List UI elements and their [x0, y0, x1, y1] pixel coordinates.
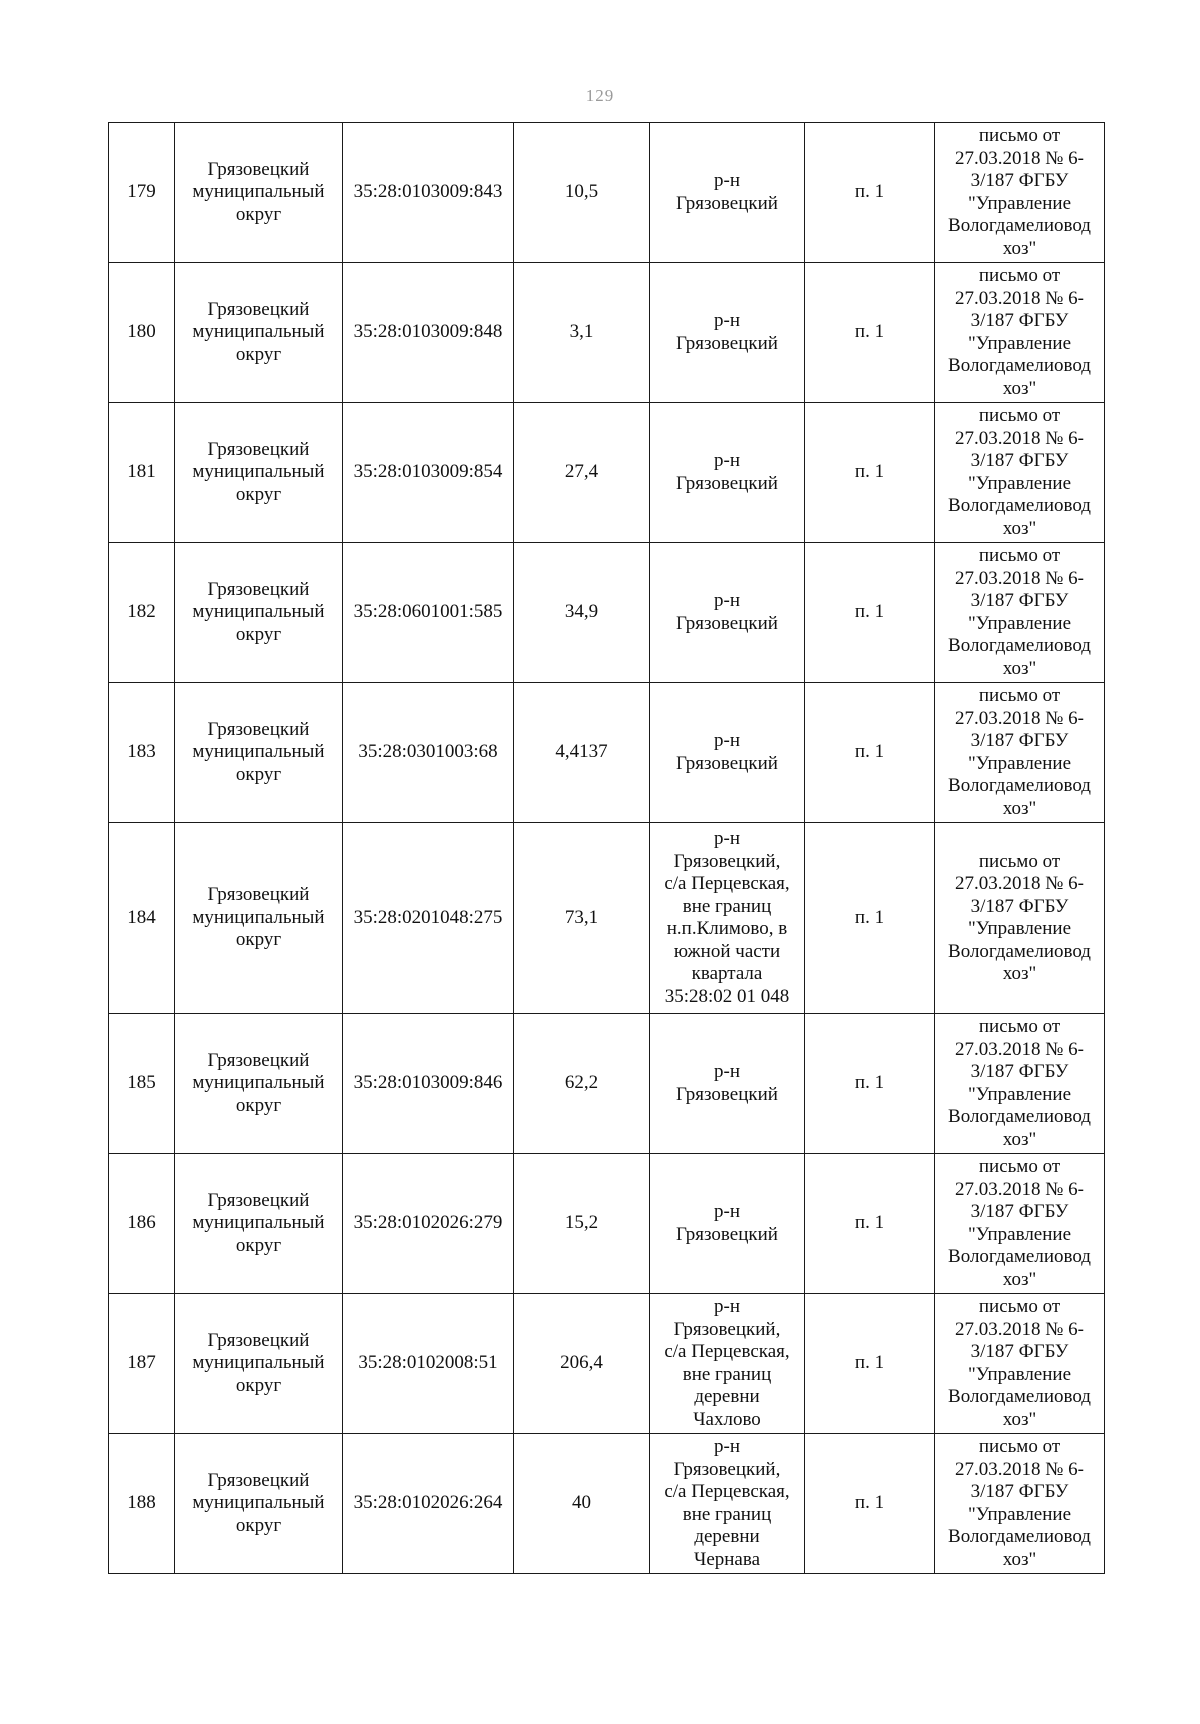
- clause-text: п. 1: [854, 741, 885, 763]
- basis-text: письмо от 27.03.2018 № 6- 3/187 ФГБУ "Управление Вологдамелиовод хоз": [948, 1296, 1091, 1430]
- area-cell: [514, 823, 650, 1014]
- area-value: 4,4137: [555, 741, 608, 763]
- clause-text: п. 1: [854, 1212, 885, 1234]
- area-cell: [514, 1294, 650, 1434]
- row-number: 179: [127, 181, 156, 203]
- clause-text: п. 1: [854, 1072, 885, 1094]
- district-cell: [175, 1434, 343, 1574]
- basis-text: письмо от 27.03.2018 № 6- 3/187 ФГБУ "Управление Вологдамелиовод хоз": [948, 125, 1091, 259]
- district-cell: [175, 683, 343, 823]
- basis-cell: [935, 123, 1105, 263]
- table-row: [109, 263, 1105, 403]
- row-number-cell: [109, 1434, 175, 1574]
- table-row: [109, 823, 1105, 1014]
- table-row: [109, 1434, 1105, 1574]
- district-name: Грязовецкий муниципальный округ: [192, 1329, 325, 1396]
- address-cell: [650, 263, 805, 403]
- clause-cell: [805, 1014, 935, 1154]
- clause-text: п. 1: [854, 1352, 885, 1374]
- clause-text: п. 1: [854, 321, 885, 343]
- area-value: 73,1: [564, 906, 599, 928]
- clause-cell: [805, 403, 935, 543]
- cadastral-cell: [343, 1154, 514, 1294]
- row-number: 188: [127, 1492, 156, 1514]
- basis-text: письмо от 27.03.2018 № 6- 3/187 ФГБУ "Управление Вологдамелиовод хоз": [948, 1016, 1091, 1150]
- table-row: [109, 403, 1105, 543]
- area-value: 27,4: [564, 461, 599, 483]
- cadastral-number: 35:28:0103009:848: [353, 321, 503, 343]
- address-text: р-н Грязовецкий: [676, 730, 778, 774]
- area-value: 206,4: [560, 1352, 603, 1374]
- address-cell: [650, 123, 805, 263]
- address-cell: [650, 403, 805, 543]
- district-name: Грязовецкий муниципальный округ: [192, 1469, 325, 1536]
- table-row: [109, 543, 1105, 683]
- basis-cell: [935, 1154, 1105, 1294]
- row-number: 185: [127, 1072, 156, 1094]
- basis-cell: [935, 1294, 1105, 1434]
- table-row: [109, 123, 1105, 263]
- address-text: р-н Грязовецкий, с/а Перцевская, вне границ н.п.Климово, в южной части квартала 35:28:02 01 048: [664, 828, 790, 1007]
- address-text: р-н Грязовецкий: [676, 450, 778, 494]
- row-number-cell: [109, 263, 175, 403]
- cadastral-number: 35:28:0601001:585: [353, 601, 503, 623]
- address-cell: [650, 683, 805, 823]
- cadastral-cell: [343, 1014, 514, 1154]
- clause-text: п. 1: [854, 1492, 885, 1514]
- cadastral-number: 35:28:0102026:264: [353, 1492, 503, 1514]
- clause-cell: [805, 823, 935, 1014]
- land-plots-table: [108, 122, 1105, 1574]
- address-text: р-н Грязовецкий, с/а Перцевская, вне границ деревни Чернава: [664, 1436, 790, 1570]
- cadastral-cell: [343, 123, 514, 263]
- clause-cell: [805, 543, 935, 683]
- row-number-cell: [109, 403, 175, 543]
- basis-text: письмо от 27.03.2018 № 6- 3/187 ФГБУ "Управление Вологдамелиовод хоз": [948, 685, 1091, 819]
- cadastral-number: 35:28:0103009:854: [353, 461, 503, 483]
- basis-cell: [935, 543, 1105, 683]
- basis-text: письмо от 27.03.2018 № 6- 3/187 ФГБУ "Управление Вологдамелиовод хоз": [948, 850, 1091, 984]
- cadastral-cell: [343, 263, 514, 403]
- row-number-cell: [109, 1014, 175, 1154]
- district-cell: [175, 1014, 343, 1154]
- cadastral-number: 35:28:0301003:68: [358, 741, 498, 763]
- area-cell: [514, 1154, 650, 1294]
- row-number-cell: [109, 1154, 175, 1294]
- basis-text: письмо от 27.03.2018 № 6- 3/187 ФГБУ "Управление Вологдамелиовод хоз": [948, 1156, 1091, 1290]
- cadastral-cell: [343, 1434, 514, 1574]
- address-text: р-н Грязовецкий: [676, 1061, 778, 1105]
- area-value: 3,1: [569, 321, 594, 343]
- cadastral-number: 35:28:0103009:846: [353, 1072, 503, 1094]
- basis-cell: [935, 1434, 1105, 1574]
- area-cell: [514, 1014, 650, 1154]
- row-number: 181: [127, 461, 156, 483]
- district-cell: [175, 263, 343, 403]
- table-row: [109, 1154, 1105, 1294]
- row-number: 182: [127, 601, 156, 623]
- address-cell: [650, 1434, 805, 1574]
- district-name: Грязовецкий муниципальный округ: [192, 1189, 325, 1256]
- district-name: Грязовецкий муниципальный округ: [192, 884, 325, 951]
- row-number-cell: [109, 1294, 175, 1434]
- district-name: Грязовецкий муниципальный округ: [192, 578, 325, 645]
- district-name: Грязовецкий муниципальный округ: [192, 158, 325, 225]
- table-row: [109, 683, 1105, 823]
- district-cell: [175, 1154, 343, 1294]
- clause-text: п. 1: [854, 461, 885, 483]
- address-text: р-н Грязовецкий: [676, 590, 778, 634]
- address-cell: [650, 823, 805, 1014]
- address-text: р-н Грязовецкий: [676, 1201, 778, 1245]
- address-text: р-н Грязовецкий, с/а Перцевская, вне границ деревни Чахлово: [664, 1296, 790, 1430]
- address-cell: [650, 543, 805, 683]
- basis-cell: [935, 403, 1105, 543]
- basis-text: письмо от 27.03.2018 № 6- 3/187 ФГБУ "Управление Вологдамелиовод хоз": [948, 265, 1091, 399]
- address-cell: [650, 1154, 805, 1294]
- district-cell: [175, 543, 343, 683]
- basis-text: письмо от 27.03.2018 № 6- 3/187 ФГБУ "Управление Вологдамелиовод хоз": [948, 545, 1091, 679]
- area-cell: [514, 543, 650, 683]
- address-cell: [650, 1294, 805, 1434]
- district-cell: [175, 403, 343, 543]
- cadastral-cell: [343, 1294, 514, 1434]
- clause-cell: [805, 1154, 935, 1294]
- area-cell: [514, 683, 650, 823]
- cadastral-number: 35:28:0102008:51: [358, 1352, 498, 1374]
- district-name: Грязовецкий муниципальный округ: [192, 718, 325, 785]
- district-cell: [175, 1294, 343, 1434]
- district-name: Грязовецкий муниципальный округ: [192, 1049, 325, 1116]
- area-value: 62,2: [564, 1072, 599, 1094]
- district-cell: [175, 123, 343, 263]
- basis-cell: [935, 1014, 1105, 1154]
- row-number-cell: [109, 543, 175, 683]
- district-cell: [175, 823, 343, 1014]
- cadastral-cell: [343, 823, 514, 1014]
- clause-text: п. 1: [854, 906, 885, 928]
- table-row: [109, 1014, 1105, 1154]
- basis-cell: [935, 263, 1105, 403]
- cadastral-number: 35:28:0201048:275: [353, 906, 503, 928]
- row-number: 187: [127, 1352, 156, 1374]
- row-number-cell: [109, 123, 175, 263]
- basis-text: письмо от 27.03.2018 № 6- 3/187 ФГБУ "Управление Вологдамелиовод хоз": [948, 405, 1091, 539]
- row-number: 180: [127, 321, 156, 343]
- clause-cell: [805, 1294, 935, 1434]
- basis-text: письмо от 27.03.2018 № 6- 3/187 ФГБУ "Управление Вологдамелиовод хоз": [948, 1436, 1091, 1570]
- cadastral-number: 35:28:0103009:843: [353, 181, 503, 203]
- clause-text: п. 1: [854, 601, 885, 623]
- clause-cell: [805, 123, 935, 263]
- clause-cell: [805, 683, 935, 823]
- address-cell: [650, 1014, 805, 1154]
- row-number: 186: [127, 1212, 156, 1234]
- cadastral-cell: [343, 543, 514, 683]
- row-number-cell: [109, 683, 175, 823]
- row-number: 183: [127, 741, 156, 763]
- clause-cell: [805, 263, 935, 403]
- district-name: Грязовецкий муниципальный округ: [192, 298, 325, 365]
- page-number: 129: [585, 86, 615, 105]
- area-value: 15,2: [564, 1212, 599, 1234]
- clause-text: п. 1: [854, 181, 885, 203]
- row-number: 184: [127, 906, 156, 928]
- row-number-cell: [109, 823, 175, 1014]
- area-cell: [514, 123, 650, 263]
- area-cell: [514, 403, 650, 543]
- area-value: 40: [572, 1492, 591, 1514]
- district-name: Грязовецкий муниципальный округ: [192, 438, 325, 505]
- area-value: 34,9: [564, 601, 599, 623]
- area-value: 10,5: [564, 181, 599, 203]
- clause-cell: [805, 1434, 935, 1574]
- address-text: р-н Грязовецкий: [676, 170, 778, 214]
- cadastral-cell: [343, 683, 514, 823]
- table-row: [109, 1294, 1105, 1434]
- basis-cell: [935, 683, 1105, 823]
- area-cell: [514, 1434, 650, 1574]
- address-text: р-н Грязовецкий: [676, 310, 778, 354]
- cadastral-cell: [343, 403, 514, 543]
- basis-cell: [935, 823, 1105, 1014]
- cadastral-number: 35:28:0102026:279: [353, 1212, 503, 1234]
- area-cell: [514, 263, 650, 403]
- table-body: [109, 123, 1105, 1574]
